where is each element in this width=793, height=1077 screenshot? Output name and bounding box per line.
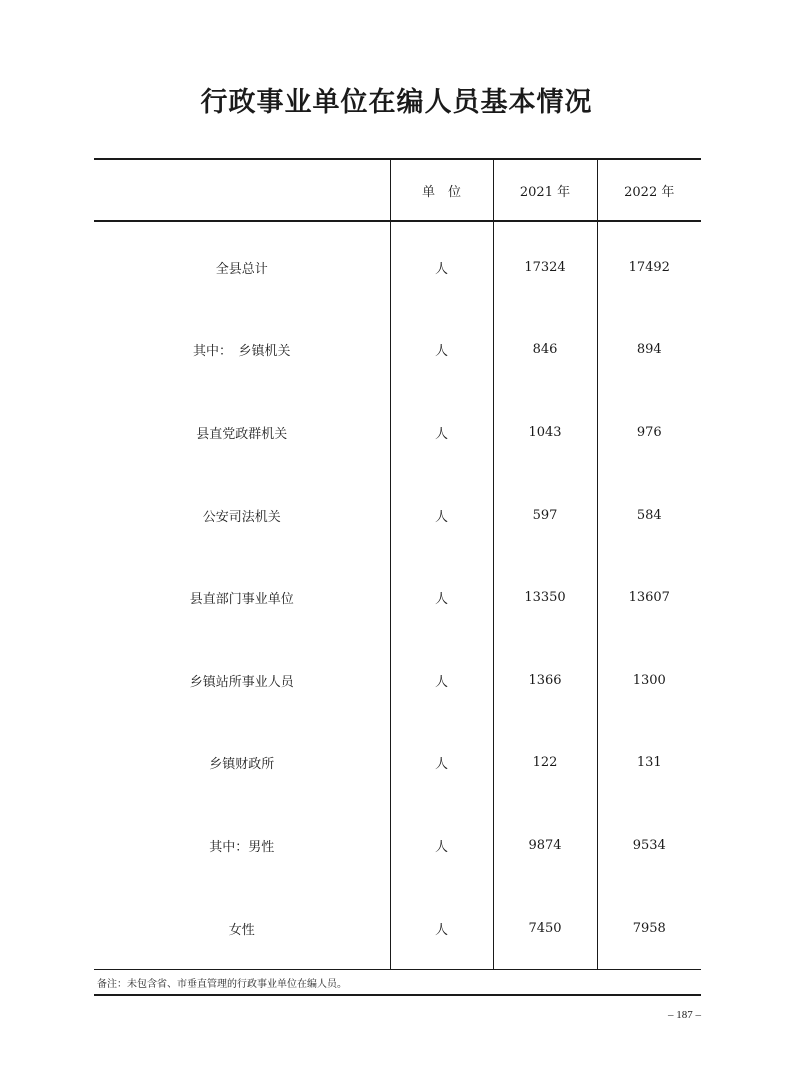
row-unit: 人 — [390, 722, 493, 805]
table-row — [94, 221, 701, 309]
header-year-2021: 2021 年 — [493, 159, 597, 221]
table-row — [94, 639, 701, 722]
staff-table — [94, 158, 701, 996]
table-row — [94, 887, 701, 970]
row-value-2022: 17492 — [597, 221, 701, 309]
row-value-2022: 894 — [597, 309, 701, 392]
header-year-2022: 2022 年 — [597, 159, 701, 221]
row-value-2021: 1366 — [493, 639, 597, 722]
row-value-2021: 13350 — [493, 556, 597, 639]
row-name: 女性 — [228, 922, 255, 938]
page-number: – 187 – — [668, 1009, 701, 1021]
staff-table-container — [94, 158, 701, 996]
table-note: 备注：未包含省、市垂直管理的行政事业单位在编人员。 — [94, 970, 701, 996]
row-name: 其中：男性 — [209, 839, 275, 855]
table-row — [94, 474, 701, 557]
row-value-2021: 597 — [493, 474, 597, 557]
row-unit: 人 — [390, 639, 493, 722]
row-value-2021: 17324 — [493, 221, 597, 309]
table-row — [94, 391, 701, 474]
row-unit: 人 — [390, 221, 493, 309]
row-unit: 人 — [390, 309, 493, 392]
row-name: 县直党政群机关 — [196, 426, 288, 442]
row-value-2021: 122 — [493, 722, 597, 805]
row-value-2022: 976 — [597, 391, 701, 474]
row-name: 全县总计 — [215, 261, 268, 277]
table-header-row — [94, 159, 701, 221]
row-value-2021: 846 — [493, 309, 597, 392]
row-value-2021: 9874 — [493, 804, 597, 887]
table-row — [94, 309, 701, 392]
row-unit: 人 — [390, 391, 493, 474]
table-note-row — [94, 970, 701, 996]
row-value-2022: 584 — [597, 474, 701, 557]
row-value-2022: 9534 — [597, 804, 701, 887]
table-row — [94, 804, 701, 887]
header-unit: 单 位 — [390, 159, 493, 221]
row-name: 乡镇财政所 — [209, 757, 275, 773]
row-unit: 人 — [390, 887, 493, 970]
page-title: 行政事业单位在编人员基本情况 — [200, 87, 593, 118]
row-value-2022: 131 — [597, 722, 701, 805]
row-value-2022: 1300 — [597, 639, 701, 722]
row-unit: 人 — [390, 556, 493, 639]
table-row — [94, 722, 701, 805]
row-value-2022: 13607 — [597, 556, 701, 639]
row-name: 县直部门事业单位 — [189, 592, 294, 608]
header-item — [94, 159, 390, 221]
row-unit: 人 — [390, 474, 493, 557]
row-value-2021: 7450 — [493, 887, 597, 970]
table-row — [94, 556, 701, 639]
row-unit: 人 — [390, 804, 493, 887]
row-value-2021: 1043 — [493, 391, 597, 474]
row-value-2022: 7958 — [597, 887, 701, 970]
row-name: 公安司法机关 — [202, 509, 281, 525]
row-name: 乡镇站所事业人员 — [189, 674, 294, 690]
row-name: 其中： 乡镇机关 — [192, 344, 291, 360]
